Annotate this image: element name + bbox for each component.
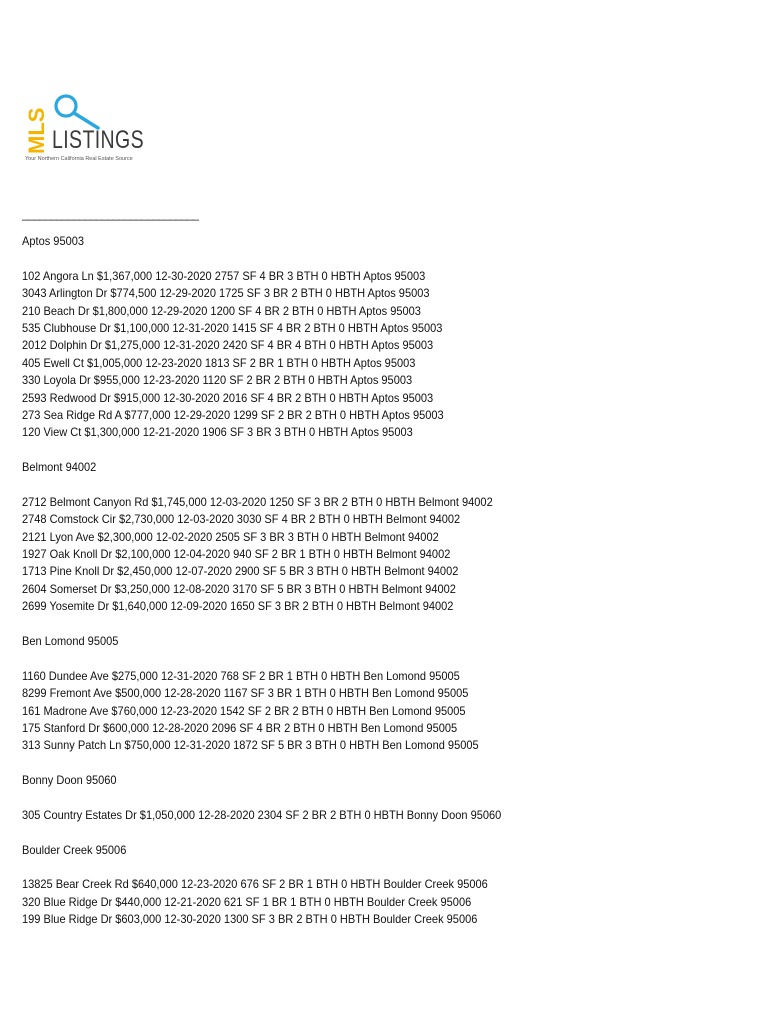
listing-row: 161 Madrone Ave $760,000 12-23-2020 1542 SF 2 BR 2 BTH 0 HBTH Ben Lomond 95005 [22, 703, 466, 718]
divider-line: _______________________________ [22, 207, 198, 221]
listing-row: 273 Sea Ridge Rd A $777,000 12-29-2020 1299 SF 2 BR 2 BTH 0 HBTH Aptos 95003 [22, 407, 444, 422]
heading-spacer [22, 650, 762, 667]
listing-row: 13825 Bear Creek Rd $640,000 12-23-2020 676 SF 2 BR 1 BTH 0 HBTH Boulder Creek 95006 [22, 877, 488, 892]
listing-row: 1927 Oak Knoll Dr $2,100,000 12-04-2020 940 SF 2 BR 1 BTH 0 HBTH Belmont 94002 [22, 547, 451, 562]
section-heading: Belmont 94002 [22, 460, 97, 475]
listing-row: 535 Clubhouse Dr $1,100,000 12-31-2020 1415 SF 4 BR 2 BTH 0 HBTH Aptos 95003 [22, 320, 443, 335]
mls-vertical-wordmark [24, 100, 50, 156]
heading-spacer [22, 859, 762, 876]
listing-row: 102 Angora Ln $1,367,000 12-30-2020 2757 SF 4 BR 3 BTH 0 HBTH Aptos 95003 [22, 268, 426, 283]
listings-document [22, 233, 762, 929]
section-spacer [22, 755, 762, 772]
listing-row: 330 Loyola Dr $955,000 12-23-2020 1120 SF 2 BR 2 BTH 0 HBTH Aptos 95003 [22, 373, 413, 388]
listing-row: 210 Beach Dr $1,800,000 12-29-2020 1200 SF 4 BR 2 BTH 0 HBTH Aptos 95003 [22, 303, 421, 318]
listing-row: 3043 Arlington Dr $774,500 12-29-2020 1725 SF 3 BR 2 BTH 0 HBTH Aptos 95003 [22, 286, 430, 301]
mls-listings-logo [22, 92, 152, 167]
listing-row: 120 View Ct $1,300,000 12-21-2020 1906 SF 3 BR 3 BTH 0 HBTH Aptos 95003 [22, 425, 413, 440]
svg-text:MLS: MLS [24, 107, 49, 154]
listing-row: 1713 Pine Knoll Dr $2,450,000 12-07-2020 2900 SF 5 BR 3 BTH 0 HBTH Belmont 94002 [22, 564, 459, 579]
logo-tagline: Your Northern California Real Estate Source [25, 156, 133, 162]
listing-row: 175 Stanford Dr $600,000 12-28-2020 2096 SF 4 BR 2 BTH 0 HBTH Ben Lomond 95005 [22, 720, 458, 735]
listing-row: 313 Sunny Patch Ln $750,000 12-31-2020 1872 SF 5 BR 3 BTH 0 HBTH Ben Lomond 95005 [22, 738, 479, 753]
listing-row: 8299 Fremont Ave $500,000 12-28-2020 1167 SF 3 BR 1 BTH 0 HBTH Ben Lomond 95005 [22, 686, 469, 701]
listing-row: 305 Country Estates Dr $1,050,000 12-28-2020 2304 SF 2 BR 2 BTH 0 HBTH Bonny Doon 95060 [22, 807, 502, 822]
listings-wordmark: LISTINGS [52, 126, 144, 154]
section-heading: Aptos 95003 [22, 234, 84, 248]
heading-spacer [22, 790, 762, 807]
listing-row: 320 Blue Ridge Dr $440,000 12-21-2020 621 SF 1 BR 1 BTH 0 HBTH Boulder Creek 95006 [22, 894, 472, 909]
section-heading: Bonny Doon 95060 [22, 773, 117, 788]
heading-spacer [22, 250, 762, 267]
section-heading: Ben Lomond 95005 [22, 633, 119, 648]
listing-row: 1160 Dundee Ave $275,000 12-31-2020 768 SF 2 BR 1 BTH 0 HBTH Ben Lomond 95005 [22, 668, 460, 683]
listing-row: 2121 Lyon Ave $2,300,000 12-02-2020 2505 SF 3 BR 3 BTH 0 HBTH Belmont 94002 [22, 529, 439, 544]
section-spacer [22, 442, 762, 459]
section-heading: Boulder Creek 95006 [22, 842, 127, 857]
listing-row: 2712 Belmont Canyon Rd $1,745,000 12-03-2020 1250 SF 3 BR 2 BTH 0 HBTH Belmont 94002 [22, 494, 493, 509]
section-spacer [22, 824, 762, 841]
listing-row: 2748 Comstock Cir $2,730,000 12-03-2020 3030 SF 4 BR 2 BTH 0 HBTH Belmont 94002 [22, 512, 461, 527]
listing-row: 2012 Dolphin Dr $1,275,000 12-31-2020 2420 SF 4 BR 4 BTH 0 HBTH Aptos 95003 [22, 338, 434, 353]
listing-row: 2699 Yosemite Dr $1,640,000 12-09-2020 1650 SF 3 BR 2 BTH 0 HBTH Belmont 94002 [22, 599, 454, 614]
listing-row: 199 Blue Ridge Dr $603,000 12-30-2020 1300 SF 3 BR 2 BTH 0 HBTH Boulder Creek 95006 [22, 912, 478, 927]
heading-spacer [22, 476, 762, 493]
listing-row: 405 Ewell Ct $1,005,000 12-23-2020 1813 SF 2 BR 1 BTH 0 HBTH Aptos 95003 [22, 355, 416, 370]
listing-row: 2604 Somerset Dr $3,250,000 12-08-2020 3170 SF 5 BR 3 BTH 0 HBTH Belmont 94002 [22, 581, 456, 596]
listing-row: 2593 Redwood Dr $915,000 12-30-2020 2016 SF 4 BR 2 BTH 0 HBTH Aptos 95003 [22, 390, 434, 405]
section-spacer [22, 616, 762, 633]
